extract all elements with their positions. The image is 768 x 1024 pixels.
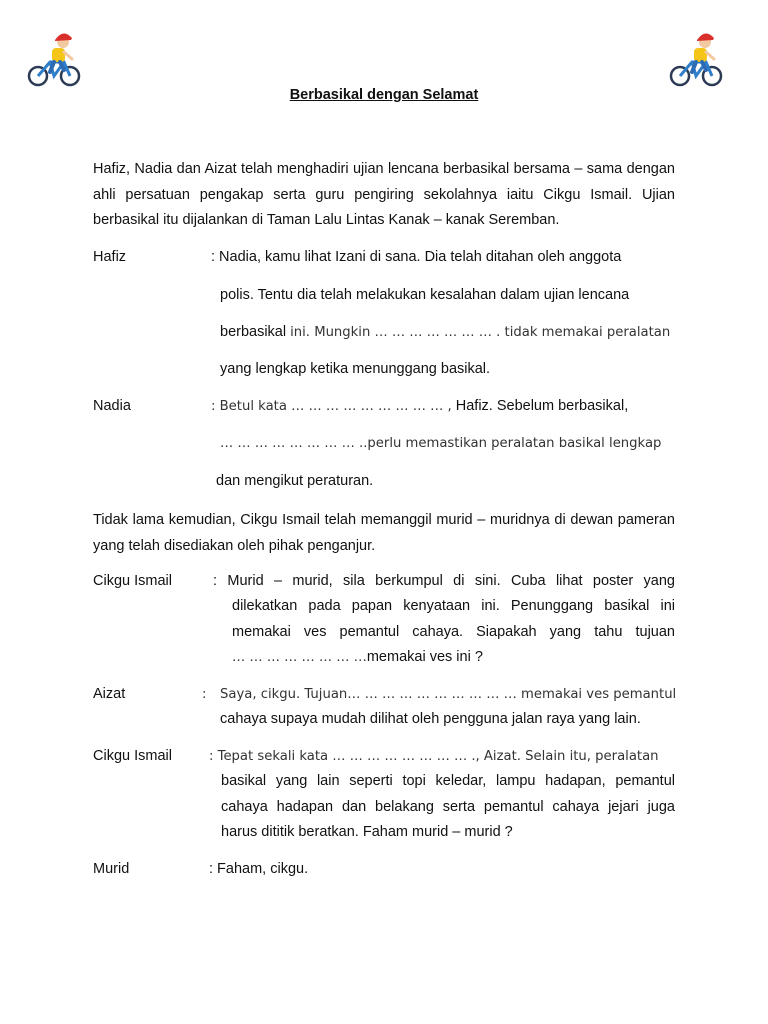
page-title: Berbasikal dengan Selamat (289, 87, 479, 103)
cikgu2-line-2: basikal yang lain seperti topi keledar, lampu hadapan, pemantul (221, 773, 675, 789)
aizat-line-2: cahaya supaya mudah dilihat oleh pengguna jalan raya yang lain. (220, 711, 641, 727)
cikgu2-line-1: : Tepat sekali kata … … … … … … … … ., Aizat. Selain itu, peralatan (209, 749, 659, 764)
hafiz-line-3 (220, 324, 670, 340)
cikgu2-line-3: cahaya hadapan dan belakang serta pemantul cahaya jejari juga (221, 799, 675, 815)
hafiz-line-3a: berbasikal (220, 324, 287, 340)
cikgu1-line-1: : Murid – murid, sila berkumpul di sini. Cuba lihat poster yang (213, 573, 675, 589)
hafiz-line-1: : Nadia, kamu lihat Izani di sana. Dia telah ditahan oleh anggota (211, 249, 622, 265)
murid-line-1: : Faham, cikgu. (209, 861, 309, 877)
cyclist-icon-right (666, 26, 726, 88)
nadia-line-2: … … … … … … … … ..perlu memastikan peralatan basikal lengkap (220, 436, 662, 451)
aizat-line-1: Saya, cikgu. Tujuan… … … … … … … … … … memakai ves pemantul (220, 687, 677, 702)
cikgu2-line-4: harus dititik beratkan. Faham murid – murid ? (221, 824, 513, 840)
cikgu1-line-4b: memakai ves ini ? (366, 649, 483, 665)
cikgu1-line-3: memakai ves pemantul cahaya. Siapakah yang tahu tujuan (232, 624, 675, 640)
speaker-aizat: Aizat (93, 686, 126, 702)
cyclist-icon-left (24, 26, 84, 88)
nadia-line-3: dan mengikut peraturan. (216, 473, 374, 489)
hafiz-line-4: yang lengkap ketika menunggang basikal. (220, 361, 491, 377)
narration-paragraph: Tidak lama kemudian, Cikgu Ismail telah memanggil murid – muridnya di dewan pameran yang telah disediakan oleh pihak penganjur. (93, 512, 675, 554)
hafiz-line-3b: ini. Mungkin … … … … … … … . tidak memakai peralatan (290, 325, 671, 340)
aizat-colon: : (202, 687, 207, 702)
cikgu1-line-2: dilekatkan pada papan kenyataan ini. Penunggang basikal ini (232, 598, 675, 614)
speaker-murid: Murid (93, 861, 130, 877)
speaker-cikgu-ismail-1: Cikgu Ismail (93, 573, 172, 589)
speaker-nadia: Nadia (93, 398, 131, 414)
hafiz-line-2: polis. Tentu dia telah melakukan kesalahan dalam ujian lencana (220, 287, 630, 303)
speaker-cikgu-ismail-2: Cikgu Ismail (93, 748, 172, 764)
nadia-line-1a: : Betul kata … … … … … … … … … , (211, 399, 452, 414)
nadia-line-1 (211, 398, 628, 414)
cikgu1-line-4a: … … … … … … … … (232, 650, 367, 665)
nadia-line-1b: Hafiz. Sebelum berbasikal, (455, 398, 629, 414)
intro-paragraph: Hafiz, Nadia dan Aizat telah menghadiri ujian lencana berbasikal bersama – sama dengan ahli persatuan pengakap serta guru pengiring sekolahnya iaitu Cikgu Ismail. Ujian berbasikal itu dijalankan di Taman Lalu Lintas Kanak – kanak Seremban. (93, 161, 675, 228)
cikgu1-line-4 (232, 649, 483, 665)
speaker-hafiz: Hafiz (93, 249, 127, 265)
